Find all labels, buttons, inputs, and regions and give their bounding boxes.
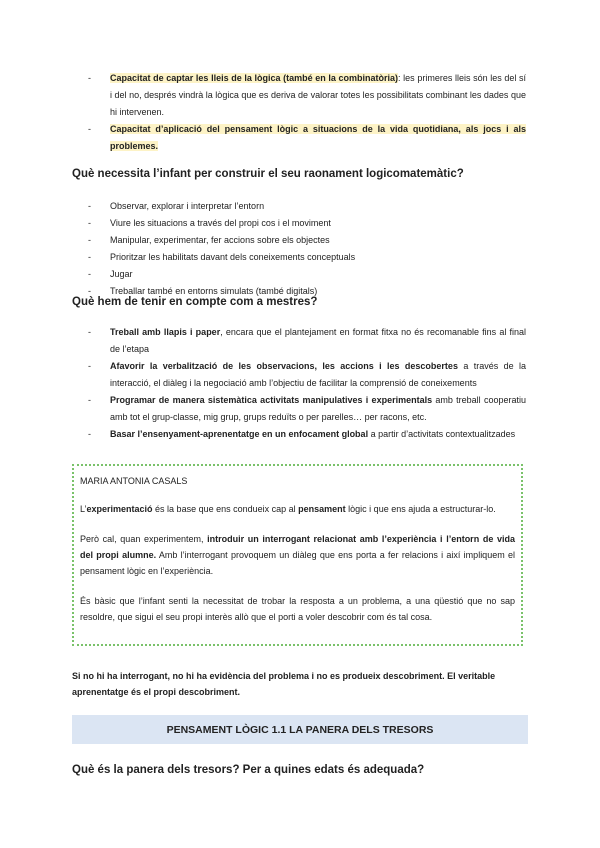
list-item: - Jugar <box>88 269 133 279</box>
quote-paragraph: És bàsic que l’infant senti la necessitat de trobar la resposta a un problema, a una qüestió que no sap resoldre, que sigui el seu propi interès allò que el porti a voler descobrir com és tal cosa. <box>80 596 515 622</box>
heading-teachers: Què hem de tenir en compte com a mestres? <box>72 296 318 308</box>
highlighted-bold-text: Capacitat d’aplicació del pensament lògic a situacions de la vida quotidiana, als jocs i als problemes. <box>110 124 526 151</box>
list-item: - Treballar també en entorns simulats (també digitals) <box>88 286 318 296</box>
quote-paragraph: Però cal, quan experimentem, introduir un interrogant relacionat amb l’experiència i l’entorn de vida del propi alumne. Amb l’interrogant provoquem un diàleg que ens porta a fer relacions i així impliquem el pensament lògic en l’experiència. <box>80 534 515 576</box>
quote-box <box>72 464 523 646</box>
needs-list <box>0 198 600 300</box>
list-item: - Treball amb llapis i paper, encara que el plantejament en format fitxa no és recomanable fins al final de l’etapa <box>88 327 527 354</box>
highlighted-bold-text: Capacitat de captar les lleis de la lògica (també en la combinatòria) <box>110 73 399 83</box>
heading-needs: Què necessita l’infant per construir el seu raonament logicomatemàtic? <box>72 168 464 180</box>
list-item: - Afavorir la verbalització de les observacions, les accions i les descobertes a través de la interacció, el diàleg i la negociació amb l’objectiu de facilitar la comprensió de coneixements <box>88 361 527 388</box>
section-title: PENSAMENT LÒGIC 1.1 LA PANERA DELS TRESORS <box>166 723 434 736</box>
teachers-list <box>0 324 600 443</box>
heading-basket: Què és la panera dels tresors? Per a quines edats és adequada? <box>72 764 425 776</box>
section-title-bar <box>72 715 528 744</box>
capacities-list <box>0 70 600 155</box>
list-item: - Prioritzar les habilitats davant dels coneixements conceptuals <box>88 252 356 262</box>
list-item: - Capacitat d’aplicació del pensament lògic a situacions de la vida quotidiana, als jocs i als problemes. <box>88 124 526 151</box>
conclusion-text: Si no hi ha interrogant, no hi ha evidència del problema i no es produeix descobriment. El veritable aprenentatge és el propi descobriment. <box>72 671 496 697</box>
quote-author: MARIA ANTONIA CASALS <box>80 476 188 486</box>
list-item: - Capacitat de captar les lleis de la lògica (també en la combinatòria): les primeres lleis són les del sí i del no, després vindrà la lògica que es deriva de valorar totes les possibilitats combinant les dades que hi intervenen. <box>88 73 527 117</box>
list-item: - Observar, explorar i interpretar l’entorn <box>88 201 265 211</box>
list-item: - Viure les situacions a través del propi cos i el moviment <box>88 218 331 228</box>
list-item: - Manipular, experimentar, fer accions sobre els objectes <box>88 235 330 245</box>
list-item: - Programar de manera sistemàtica activitats manipulatives i experimentals amb treball cooperatiu amb tot el grup-classe, mig grup, grups reduïts o per parelles… per racons, etc. <box>88 395 526 422</box>
quote-paragraph: L’experimentació és la base que ens condueix cap al pensament lògic i que ens ajuda a estructurar-lo. <box>80 504 496 514</box>
list-item: - Basar l’ensenyament-aprenentatge en un enfocament global a partir d’activitats contextualitzades <box>88 429 516 439</box>
